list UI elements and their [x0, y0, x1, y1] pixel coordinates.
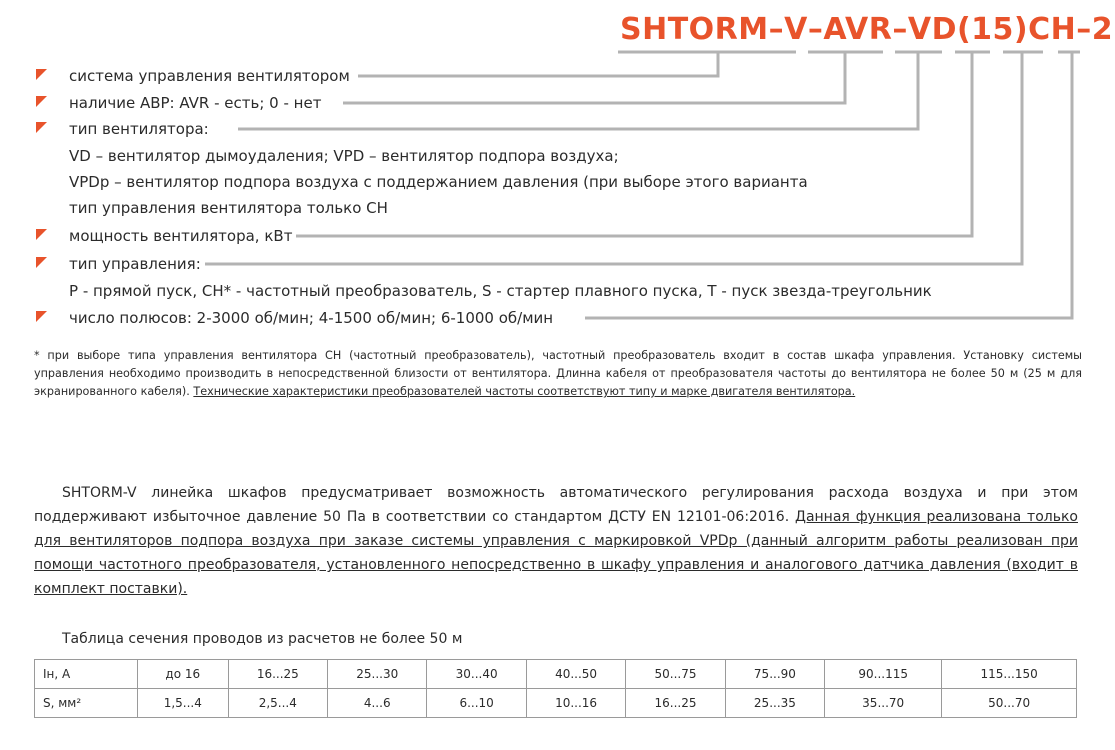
table-cell: 75...90	[725, 660, 824, 689]
legend-item-system: система управления вентилятором	[36, 67, 354, 85]
table-cell: 90...115	[825, 660, 942, 689]
table-cell: 50...75	[626, 660, 725, 689]
legend-item-power: мощность вентилятора, кВт	[36, 227, 296, 245]
description-paragraph	[34, 481, 1078, 601]
connector-system	[358, 52, 718, 76]
table-row-section	[35, 689, 1077, 718]
legend-item-fan-type: тип вентилятора:	[36, 120, 213, 138]
table-cell: S, мм²	[35, 689, 138, 718]
wire-section-table	[34, 659, 1077, 718]
legend-detail: VD – вентилятор дымоудаления; VPD – вентилятор подпора воздуха;	[69, 147, 619, 165]
table-cell: 1,5...4	[138, 689, 229, 718]
paragraph-text: SHTORM-V линейка шкафов предусматривает возможность автоматического регулирования расхода воздуха и при этом поддерживают избыточное давление 50 Па в соответствии со стандартом ДСТУ EN 12101-06:2016.	[34, 485, 1078, 525]
paragraph-underlined: Данная функция реализована только для вентиляторов подпора воздуха при заказе системы управления с маркировкой VPDp (данный алгоритм работы реализован при помощи частотного преобразователя, установленного непосредственно в шкафу управления и аналогового датчика давления (входит в комплект поставки).	[34, 509, 1078, 597]
triangle-bullet-icon	[36, 69, 47, 80]
triangle-bullet-icon	[36, 311, 47, 322]
legend-detail: VPDp – вентилятор подпора воздуха с поддержанием давления (при выборе этого варианта	[69, 173, 808, 191]
table-cell: 25...30	[328, 660, 427, 689]
connector-avr	[343, 52, 845, 103]
table-cell: 2,5...4	[228, 689, 327, 718]
legend-item-poles: число полюсов: 2-3000 об/мин; 4-1500 об/мин; 6-1000 об/мин	[36, 309, 557, 327]
table-cell: 30...40	[427, 660, 526, 689]
table-cell: 115...150	[942, 660, 1077, 689]
table-row-current	[35, 660, 1077, 689]
table-cell: Iн, А	[35, 660, 138, 689]
footnote-underlined: Технические характеристики преобразователей частоты соответствуют типу и марке двигателя вентилятора.	[193, 385, 856, 398]
table-cell: до 16	[138, 660, 229, 689]
legend-detail: тип управления вентилятора только CH	[69, 199, 388, 217]
table-title: Таблица сечения проводов из расчетов не более 50 м	[62, 631, 463, 647]
triangle-bullet-icon	[36, 229, 47, 240]
connector-power	[293, 52, 972, 236]
legend-detail: P - прямой пуск, CH* - частотный преобразователь, S - стартер плавного пуска, T - пуск звезда-треугольник	[69, 282, 932, 300]
model-code-title: SHTORM–V–AVR–VD(15)CH–2	[620, 12, 1114, 47]
table-cell: 16...25	[228, 660, 327, 689]
legend-item-control-type: тип управления:	[36, 255, 205, 273]
footnote-text: * при выборе типа управления вентилятора CH (частотный преобразователь), частотный преобразователь входит в состав шкафа управления. Установку системы управления необходимо производить в непосредственной близости от вентилятора. Длинна кабеля от преобразователя частоты до вентилятора не более 50 м (25 м для экранированного кабеля).	[34, 349, 1082, 398]
triangle-bullet-icon	[36, 122, 47, 133]
table-cell: 50...70	[942, 689, 1077, 718]
connector-fan-type	[238, 52, 918, 129]
triangle-bullet-icon	[36, 96, 47, 107]
table-cell: 6...10	[427, 689, 526, 718]
triangle-bullet-icon	[36, 257, 47, 268]
table-cell: 35...70	[825, 689, 942, 718]
table-cell: 10...16	[526, 689, 625, 718]
legend-item-avr: наличие АВР: AVR - есть; 0 - нет	[36, 94, 325, 112]
table-cell: 25...35	[725, 689, 824, 718]
table-cell: 16...25	[626, 689, 725, 718]
table-cell: 4...6	[328, 689, 427, 718]
footnote	[34, 347, 1082, 401]
table-cell: 40...50	[526, 660, 625, 689]
